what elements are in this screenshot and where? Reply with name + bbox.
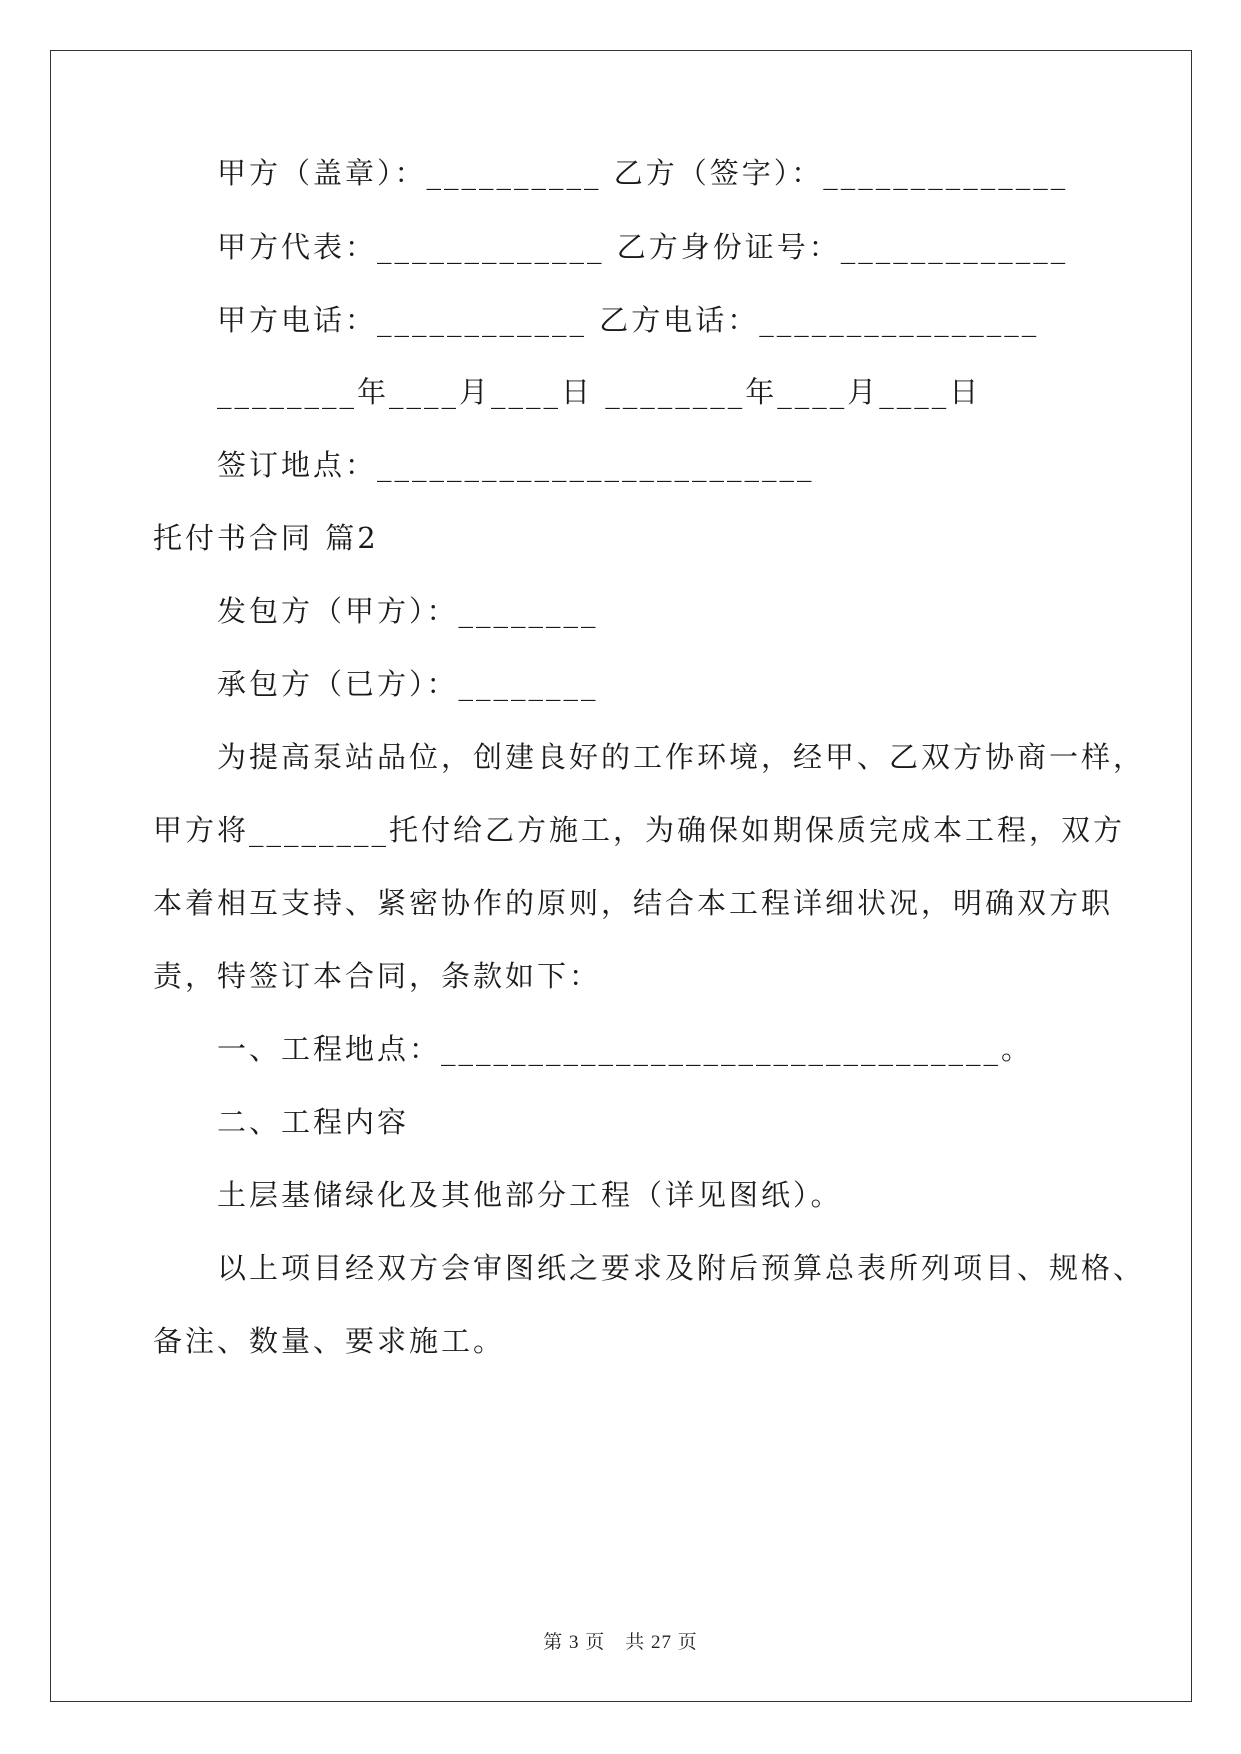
clause-2-title: 二、工程内容 bbox=[217, 1105, 410, 1139]
signature-date-line: ________年____月____日 ________年____月____日 bbox=[217, 375, 982, 409]
page-footer: 第 3 页 共 27 页 bbox=[543, 1632, 698, 1653]
intro-paragraph-line-4: 责，特签订本合同，条款如下： bbox=[153, 959, 602, 993]
contractor-b-line: 承包方（已方）：________ bbox=[217, 667, 599, 701]
intro-paragraph-line-1: 为提高泵站品位，创建良好的工作环境，经甲、乙双方协商一样， bbox=[217, 740, 1146, 774]
signing-place-line: 签订地点：_________________________ bbox=[217, 448, 815, 482]
signature-phone-line: 甲方电话：____________ 乙方电话：________________ bbox=[217, 303, 1040, 337]
section-heading: 托付书合同 篇2 bbox=[153, 521, 379, 555]
clause-1-location: 一、工程地点：________________________________。 bbox=[217, 1032, 1034, 1066]
page-border bbox=[50, 50, 1192, 1702]
requirements-paragraph-line-1: 以上项目经双方会审图纸之要求及附后预算总表所列项目、规格、 bbox=[217, 1251, 1146, 1285]
signature-representative-line: 甲方代表：_____________ 乙方身份证号：_____________ bbox=[217, 230, 1069, 264]
clause-2-body: 土层基储绿化及其他部分工程（详见图纸）。 bbox=[217, 1178, 843, 1212]
intro-paragraph-line-3: 本着相互支持、紧密协作的原则，结合本工程详细状况，明确双方职 bbox=[153, 886, 1114, 920]
intro-paragraph-line-2: 甲方将________托付给乙方施工，为确保如期保质完成本工程，双方 bbox=[153, 813, 1126, 847]
requirements-paragraph-line-2: 备注、数量、要求施工。 bbox=[153, 1324, 506, 1358]
signature-seal-line: 甲方（盖章）：__________ 乙方（签字）：______________ bbox=[217, 156, 1069, 190]
contractor-a-line: 发包方（甲方）：________ bbox=[217, 594, 599, 628]
